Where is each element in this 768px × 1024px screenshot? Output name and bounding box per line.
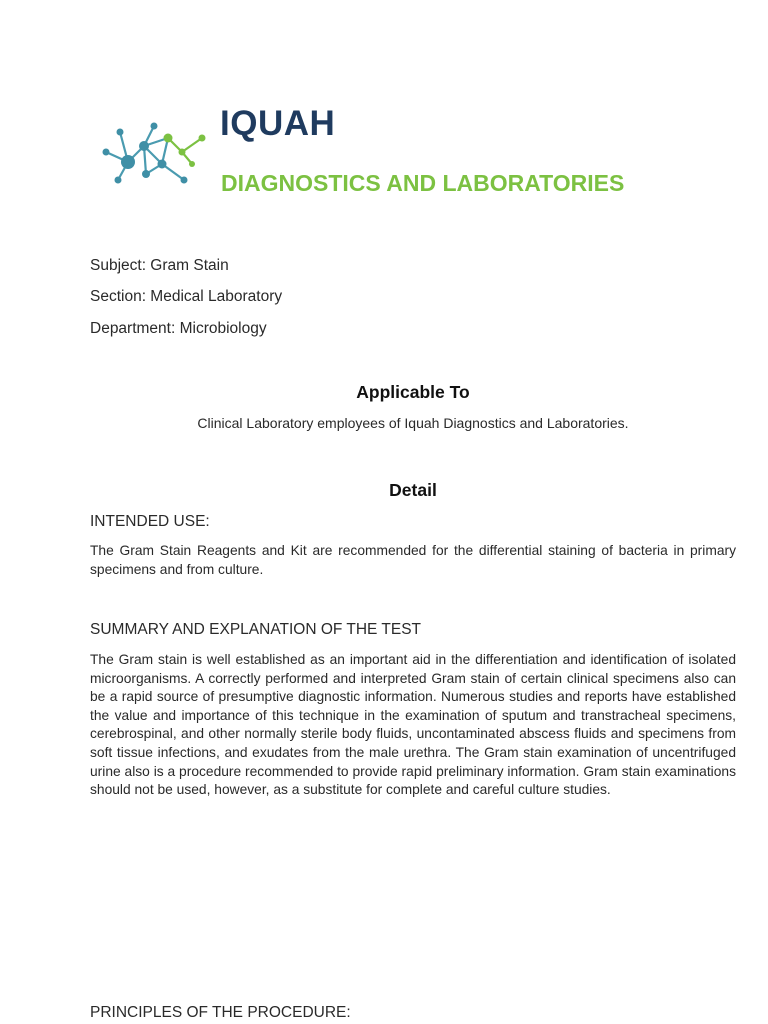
principles-heading: PRINCIPLES OF THE PROCEDURE:: [90, 1004, 351, 1021]
brand-name: IQUAH: [220, 104, 336, 143]
intended-use-heading: INTENDED USE:: [90, 513, 210, 530]
molecule-network-icon: [98, 118, 210, 190]
section-line: Section: Medical Laboratory: [90, 288, 283, 305]
summary-heading: SUMMARY AND EXPLANATION OF THE TEST: [90, 621, 422, 638]
detail-heading: Detail: [389, 480, 437, 500]
brand-subtitle: DIAGNOSTICS AND LABORATORIES: [221, 170, 625, 196]
summary-text: The Gram stain is well established as an important aid in the differentiation and identification of isolated microorganisms. A correctly performed and interpreted Gram stain of certain clinical specimens also can be a rapid source of presumptive diagnostic information. Numerous studies and reports have established the value and importance of this technique in the examination of sputum and transtracheal specimens, cerebrospinal, and other normally sterile body fluids, uncontaminated abscess fluids and specimens from soft tissue infections, and exudates from the male urethra. The Gram stain examination of uncentrifuged urine also is a procedure recommended to provide rapid preliminary information. Gram stain examinations should not be used, however, as a substitute for complete and careful culture studies.: [90, 652, 736, 798]
applicable-to-text: Clinical Laboratory employees of Iquah Diagnostics and Laboratories.: [197, 415, 629, 431]
applicable-to-heading: Applicable To: [356, 382, 470, 402]
department-line: Department: Microbiology: [90, 320, 267, 337]
intended-use-text: The Gram Stain Reagents and Kit are recommended for the differential staining of bacteria in primary specimens and from culture.: [90, 543, 736, 577]
logo: [98, 118, 210, 190]
subject-line: Subject: Gram Stain: [90, 257, 229, 274]
